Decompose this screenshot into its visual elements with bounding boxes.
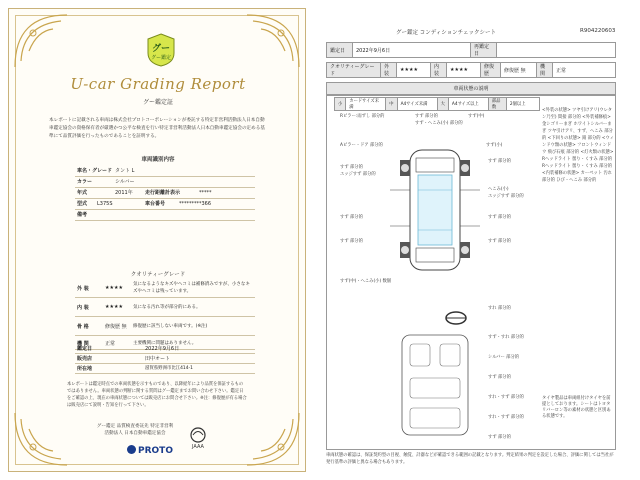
- quality-label: 骨 格: [77, 324, 89, 330]
- size-small-value: カードサイズ未満: [346, 98, 386, 111]
- model-label: 車名・グレード: [77, 168, 113, 174]
- quality-row-exterior: [75, 279, 255, 298]
- ext-value: ★★★★: [397, 63, 431, 78]
- damage-annotation: すれ・すず 部分的: [488, 415, 524, 420]
- condition-legend: <外装の状態> ツヤ引けアリ(ウレタン乃至) 間接 部分的 <外装補修痕> 金シゴリーまぎ ホワイトシルバーまぎ ツヤ引けアリ、すず、へこみ 部分的 <下回りの状態> 錆 部分的 <ウィンドウ類の状態> フロントウィンドウ 飛び石痕 部分的 <灯火類の状態> Rヘッドライト 曇り・くすみ 部分的 Rヘッドライト 曇り・くすみ 部分的 <内装補修の状態> カーペット 汚れ 部分的 ひび・へこみ 部分的: [542, 108, 614, 183]
- svg-text:JAAA: JAAA: [192, 444, 204, 450]
- quality-grade-table: [75, 279, 255, 350]
- goo-kantei-logo-icon: [146, 33, 176, 67]
- damage-annotation: エッジすず 部分的: [340, 172, 376, 177]
- info-row-address: [75, 364, 255, 374]
- proto-text: PROTO: [138, 446, 173, 456]
- vehicle-row-remarks: [75, 210, 255, 221]
- damage-annotation: すず 部分的: [488, 375, 511, 380]
- vehicle-row-type: [75, 199, 255, 210]
- quality-desc: 気になるようなキズやヘコミは補修済みですが、小さなキズやヘコミは残っています。: [133, 282, 250, 294]
- damage-annotation: すず・すれ 部分的: [488, 335, 524, 340]
- mileage-label: 走行距離計表示: [145, 190, 181, 196]
- quality-label: 外 装: [77, 286, 89, 292]
- chassis-value: *********366: [179, 201, 212, 207]
- damage-annotation: Aピラー・ドア 部分的: [340, 143, 383, 148]
- size-large-value: A4サイズ以上: [448, 98, 488, 111]
- info-label: 販売店: [77, 356, 93, 362]
- proto-mark-icon: [127, 445, 136, 454]
- vehicle-info-table: [75, 166, 255, 221]
- info-value: 田中オート: [145, 356, 171, 362]
- damage-annotation: すず 部分的: [488, 215, 511, 220]
- year-value: 2011年: [115, 190, 133, 196]
- date-value: 2022年9月6日: [353, 43, 471, 58]
- damage-annotation: すず 部分的: [340, 165, 363, 170]
- damage-annotation: すず 部分的: [488, 239, 511, 244]
- certificate-note: 本レポートは鑑定時点での車両状態を示すものであり、以降経年により品質を保証するものではありません。車両状態の判断に関する質問はグー鑑定までお問い合わせ下さい。鑑定日をご確認の上、現在の車両状態については販売店にお問合せ下さい。※注：修復歴が有る場合は販売店にて説明・告知を行って下さい。: [67, 382, 247, 408]
- info-label: 所在地: [77, 366, 93, 372]
- quality-label: 内 装: [77, 305, 89, 311]
- damage-annotation: すず 部分的: [488, 159, 511, 164]
- jaaa-logo-icon: [185, 425, 211, 451]
- sheet-footnote: 車両状態の確認は、保証契約型の目視、触覚、計器などが確認できる範囲の記載となります。判定結果の判定を設定した場合、評価に関しては当社が発行基準の評価と異なる場合もあります。: [326, 453, 614, 465]
- ext-label: 外装: [381, 63, 397, 78]
- type-label: 型式: [77, 201, 88, 207]
- quality-label: 機 関: [77, 341, 89, 347]
- parts-label: 部品数: [488, 98, 506, 111]
- info-row-date: [75, 344, 255, 354]
- damage-annotation: すず(中): [468, 114, 485, 119]
- damage-annotation: すず 部分的: [340, 239, 363, 244]
- ornament-corner-icon: [11, 409, 71, 469]
- vehicle-condition-header: 車両状態の説明: [326, 82, 616, 95]
- int-value: ★★★★: [447, 63, 481, 78]
- size-mid: 中: [386, 98, 397, 111]
- quality-stars: ★★★★: [105, 285, 123, 291]
- chassis-label: 車台番号: [145, 201, 166, 207]
- ornament-corner-icon: [243, 11, 303, 71]
- info-value: 滋賀県野洲市比江414-1: [145, 366, 193, 371]
- proto-logo: [127, 445, 173, 456]
- mileage-value: *****: [199, 190, 212, 196]
- size-small: 小: [335, 98, 346, 111]
- quality-stars: ★★★★: [105, 304, 123, 310]
- quality-stars: 正常: [105, 341, 116, 347]
- damage-annotation: へこみ(小): [488, 187, 509, 192]
- vehicle-row-model: [75, 166, 255, 177]
- issuer-text: グー鑑定 品質検査委託先 特定非営利活動法人 日本自動車鑑定協会: [96, 424, 174, 436]
- steering-wheel-icon: [444, 310, 468, 326]
- type-value: L375S: [97, 201, 113, 207]
- car-interior-diagram: [390, 330, 480, 440]
- engine-label: 機関: [537, 63, 553, 78]
- color-value: シルバー: [115, 179, 135, 185]
- year-label: 年式: [77, 190, 88, 196]
- damage-annotation: すず(中)・へこみ(小) 数個: [340, 279, 392, 284]
- recheck-label: 再鑑定日: [471, 43, 497, 58]
- info-label: 鑑定日: [77, 346, 93, 352]
- size-mid-value: A4サイズ未満: [397, 98, 437, 111]
- car-top-view-diagram: [380, 130, 490, 290]
- svg-text:グー鑑定: グー鑑定: [150, 55, 172, 61]
- quality-desc: 主要機関に問題はありません。: [133, 341, 197, 346]
- ornament-corner-icon: [243, 409, 303, 469]
- damage-annotation: すず 部分的: [415, 114, 438, 119]
- dealer-info-table: [75, 344, 255, 374]
- vehicle-section-title: 車両識別内容: [141, 157, 175, 163]
- parts-value: 2個以上: [506, 98, 539, 111]
- damage-annotation: Rピラー:雨ずし 部分的: [340, 114, 385, 119]
- sheet-grade-table: [326, 62, 616, 78]
- grading-certificate: [8, 8, 306, 472]
- damage-annotation: すず 部分的: [340, 215, 363, 220]
- info-row-dealer: [75, 354, 255, 364]
- frame-value: 修復歴 無: [501, 63, 537, 78]
- quality-stars: 修復歴 無: [105, 324, 127, 330]
- quality-row-frame: [75, 317, 255, 336]
- damage-size-table: [334, 97, 540, 111]
- engine-value: 正常: [553, 63, 616, 78]
- damage-annotation: すず 部分的: [488, 435, 511, 440]
- quality-desc: 気になる汚れ等が部分的にある。: [133, 305, 201, 310]
- size-large: 大: [437, 98, 448, 111]
- damage-annotation: シルバー 部分的: [488, 355, 520, 360]
- grading-report-title: U-car Grading Report: [70, 75, 246, 93]
- damage-annotation: すず・へこみ(小) 部分的: [415, 121, 463, 126]
- damage-annotation: すれ・すず 部分的: [488, 395, 524, 400]
- certificate-body-text: 本レポートに記載される車両は株式会社プロトコーポレーションが委託する特定非営利活動法人日本自動車鑑定協会の資格保有者が厳選かつ公平な検査を行い特定非営利活動法人日本自動車鑑定協会の定める基準にて品質評価を行ったものであることを証明する。: [49, 118, 265, 139]
- certificate-subtitle: グー鑑定証: [142, 99, 173, 106]
- remarks-label: 備考: [77, 212, 88, 218]
- vehicle-row-year: [75, 188, 255, 199]
- recheck-value: [497, 43, 616, 58]
- model-value: タント L: [115, 168, 135, 174]
- frame-label: 修復歴: [481, 63, 501, 78]
- ornament-corner-icon: [11, 11, 71, 71]
- damage-annotation: すず(小): [486, 143, 503, 148]
- damage-annotation: すれ 部分的: [488, 306, 511, 311]
- quality-row-interior: [75, 298, 255, 317]
- sheet-title: グー鑑定 コンディションチェックシート: [395, 30, 496, 36]
- legend-footer: タイヤ製品は車両組付けタイヤを前提としております。シートはトヨタリバーロン等の素材の状態と区別ある状態です。: [542, 396, 611, 419]
- info-value: 2022年9月6日: [145, 346, 180, 352]
- color-label: カラー: [77, 179, 93, 185]
- sheet-id: R904220603: [580, 28, 616, 34]
- quality-grade-title: クオリティーグレード: [130, 272, 186, 278]
- damage-annotation: エッジすず 部分的: [488, 194, 524, 199]
- sheet-date-table: [326, 42, 616, 58]
- int-label: 内装: [431, 63, 447, 78]
- svg-text:グー: グー: [151, 44, 171, 54]
- date-label: 鑑定日: [327, 43, 353, 58]
- quality-desc: 修復歴に該当しない車両です。(※注): [133, 324, 208, 329]
- qg-label: クオリティーグレード: [327, 63, 381, 78]
- vehicle-row-color: [75, 177, 255, 188]
